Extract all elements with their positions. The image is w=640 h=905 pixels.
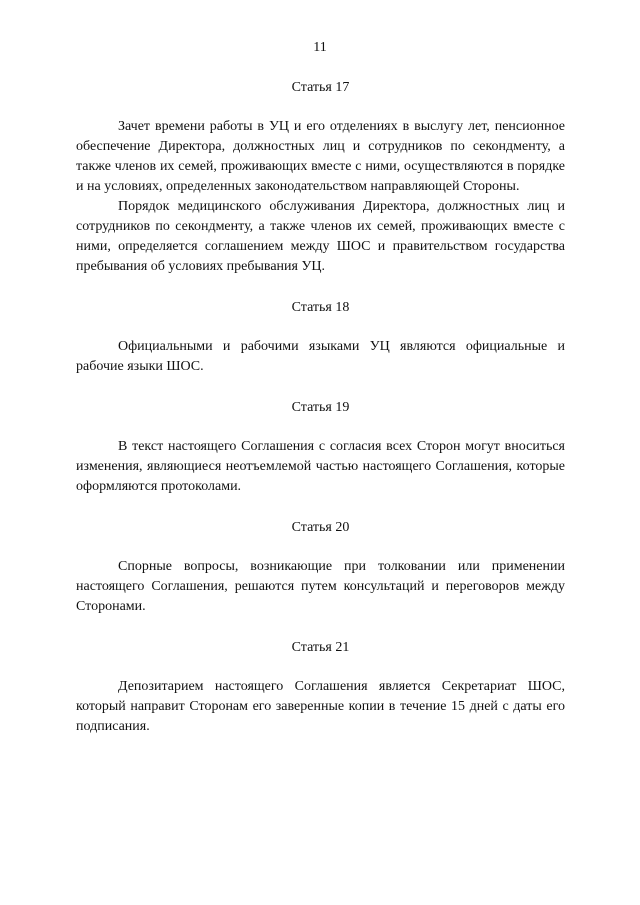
article-17 xyxy=(76,78,565,277)
article-19 xyxy=(76,398,565,497)
article-paragraph: Спорные вопросы, возникающие при толковании или применении настоящего Соглашения, решаются путем консультаций и переговоров между Сторонами. xyxy=(76,559,565,614)
article-18 xyxy=(76,298,565,377)
article-title: Статья 19 xyxy=(291,400,350,415)
article-paragraph: Порядок медицинского обслуживания Директора, должностных лиц и сотрудников по секондменту, а также членов их семей, проживающих вместе с ними, определяется соглашением между ШОС и правительством государства пребывания об условиях пребывания УЦ. xyxy=(76,199,565,274)
page-number: 11 xyxy=(313,40,327,55)
article-title: Статья 17 xyxy=(291,80,350,95)
article-paragraph: Официальными и рабочими языками УЦ являются официальные и рабочие языки ШОС. xyxy=(76,339,565,374)
article-title: Статья 21 xyxy=(291,640,350,655)
article-20 xyxy=(76,518,565,617)
document-body xyxy=(76,78,565,737)
article-title: Статья 20 xyxy=(291,520,350,535)
article-21 xyxy=(76,638,565,737)
article-paragraph: Зачет времени работы в УЦ и его отделениях в выслугу лет, пенсионное обеспечение Директора, должностных лиц и сотрудников по секондменту, а также членов их семей, проживающих вместе с ними, осуществляются в порядке и на условиях, определенных законодательством направляющей Стороны. xyxy=(76,119,565,194)
article-title: Статья 18 xyxy=(291,300,350,315)
article-paragraph: В текст настоящего Соглашения с согласия всех Сторон могут вноситься изменения, являющиеся неотъемлемой частью настоящего Соглашения, которые оформляются протоколами. xyxy=(76,439,565,494)
article-paragraph: Депозитарием настоящего Соглашения является Секретариат ШОС, который направит Сторонам его заверенные копии в течение 15 дней с даты его подписания. xyxy=(76,679,565,734)
